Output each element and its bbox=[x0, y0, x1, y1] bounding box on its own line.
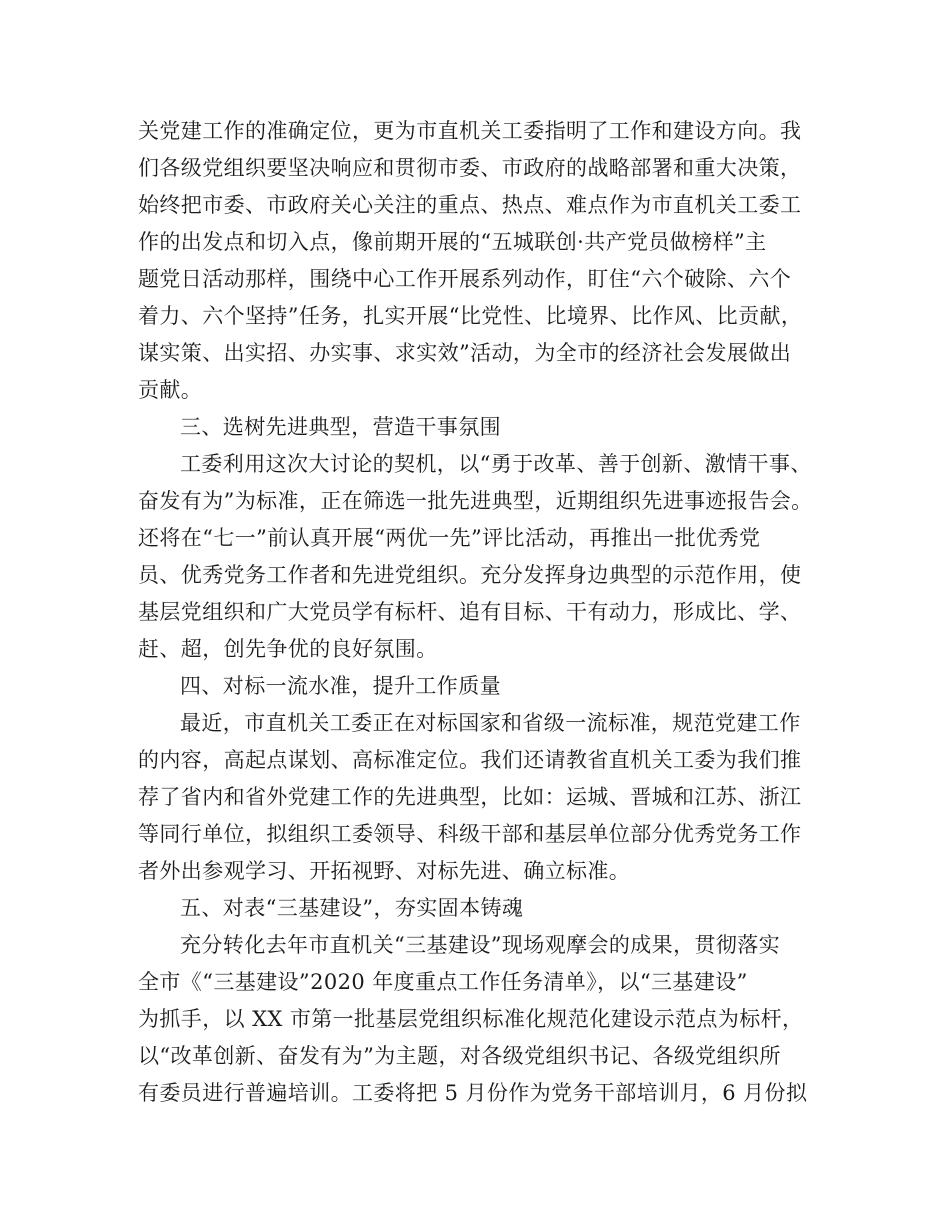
text-line: 者外出参观学习、开拓视野、对标先进、确立标准。 bbox=[138, 859, 631, 883]
text-line: 最近，市直机关工委正在对标国家和省级一流标准，规范党建工作 bbox=[180, 711, 801, 735]
section-heading-4: 四、对标一流水准，提升工作质量 bbox=[180, 674, 501, 698]
text-line: 题党日活动那样，围绕中心工作开展系列动作，盯住“六个破除、六个 bbox=[138, 267, 792, 291]
text-line: 的内容，高起点谋划、高标准定位。我们还请教省直机关工委为我们推 bbox=[138, 748, 802, 772]
text-line: 以“改革创新、奋发有为”为主题，对各级党组织书记、各级党组织所 bbox=[138, 1044, 781, 1068]
text-line: 员、优秀党务工作者和先进党组织。充分发挥身边典型的示范作用，使 bbox=[138, 563, 802, 587]
text-line: 基层党组织和广大党员学有标杆、追有目标、干有动力，形成比、学、 bbox=[138, 600, 802, 624]
text-line: 等同行单位，拟组织工委领导、科级干部和基层单位部分优秀党务工作 bbox=[138, 822, 802, 846]
text-line: 谋实策、出实招、办实事、求实效”活动，为全市的经济社会发展做出 bbox=[138, 341, 792, 365]
text-line: 工委利用这次大讨论的契机，以“勇于改革、善于创新、激情干事、 bbox=[180, 452, 812, 476]
text-line: 作的出发点和切入点，像前期开展的“五城联创·共产党员做榜样”主 bbox=[138, 230, 767, 254]
section-heading-5: 五、对表“三基建设”，夯实固本铸魂 bbox=[180, 896, 524, 920]
text-line: 全市《“三基建设”2020 年度重点工作任务清单》，以“三基建设” bbox=[138, 970, 748, 994]
text-line: 着力、六个坚持”任务，扎实开展“比党性、比境界、比作风、比贡献， bbox=[138, 304, 803, 328]
text-line: 奋发有为”为标准，正在筛选一批先进典型，近期组织先进事迹报告会。 bbox=[138, 489, 813, 513]
text-line: 为抓手，以 XX 市第一批基层党组织标准化规范化建设示范点为标杆， bbox=[138, 1007, 804, 1031]
text-line: 关党建工作的准确定位，更为市直机关工委指明了工作和建设方向。我 bbox=[138, 119, 802, 143]
text-line: 还将在“七一”前认真开展“两优一先”评比活动，再推出一批优秀党 bbox=[138, 526, 761, 550]
text-line: 充分转化去年市直机关“三基建设”现场观摩会的成果，贯彻落实 bbox=[180, 933, 781, 957]
text-line: 荐了省内和省外党建工作的先进典型，比如：运城、晋城和江苏、浙江 bbox=[138, 785, 802, 809]
text-line: 有委员进行普遍培训。工委将把 5 月份作为党务干部培训月，6 月份拟 bbox=[138, 1081, 808, 1105]
text-line: 们各级党组织要坚决响应和贯彻市委、市政府的战略部署和重大决策， bbox=[138, 156, 802, 180]
text-line: 始终把市委、市政府关心关注的重点、热点、难点作为市直机关工委工 bbox=[138, 193, 802, 217]
document-body bbox=[138, 113, 828, 1112]
text-line: 赶、超，创先争优的良好氛围。 bbox=[138, 637, 438, 661]
text-line: 贡献。 bbox=[138, 378, 203, 402]
section-heading-3: 三、选树先进典型，营造干事氛围 bbox=[180, 415, 501, 439]
